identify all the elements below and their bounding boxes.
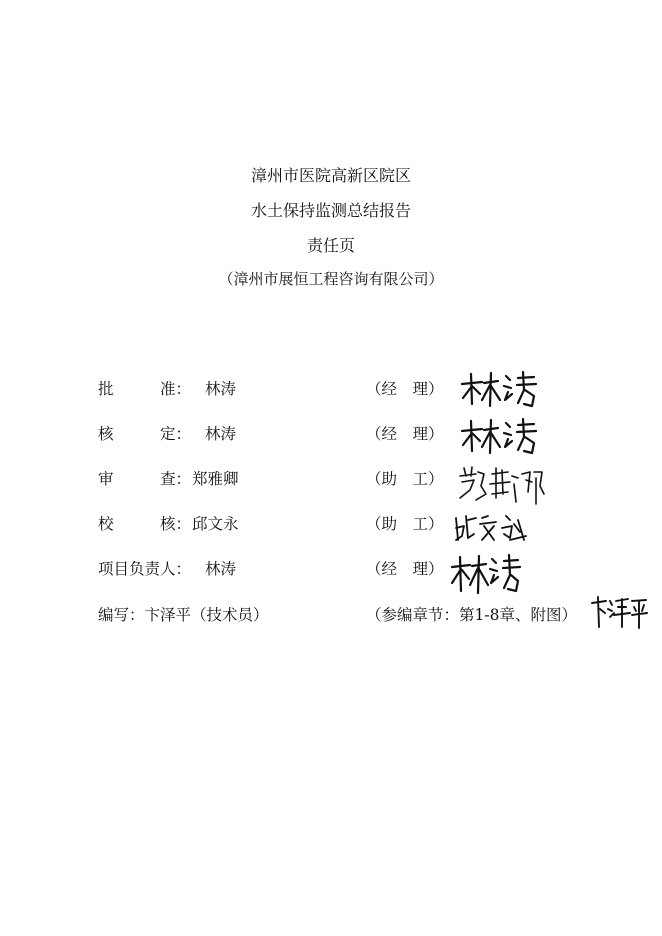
check-label: 校 核： xyxy=(98,515,192,533)
company-name: （漳州市展恒工程咨询有限公司） xyxy=(218,270,444,288)
project-title: 漳州市医院高新区院区 xyxy=(250,166,411,185)
project-leader-role: （经 理） xyxy=(366,560,444,578)
writer-row xyxy=(0,603,662,627)
signature-linrao-1 xyxy=(458,370,540,410)
writer-text: 编写：卞泽平（技术员） xyxy=(98,606,269,624)
verify-name: 林涛 xyxy=(205,425,237,443)
check-role: （助 工） xyxy=(366,515,444,533)
verify-row xyxy=(0,422,662,446)
approve-row xyxy=(0,377,662,401)
page-title: 责任页 xyxy=(306,236,355,255)
check-name: 邱文永 xyxy=(192,515,239,533)
signature-linrao-2 xyxy=(458,417,540,457)
writer-sections: （参编章节：第1-8章、附图） xyxy=(366,606,577,624)
approve-label: 批 准： xyxy=(98,380,192,398)
review-row xyxy=(0,467,662,491)
signature-zheng xyxy=(456,464,546,512)
verify-role: （经 理） xyxy=(366,425,444,443)
signature-linrao-3 xyxy=(448,553,524,597)
approve-role: （经 理） xyxy=(366,380,444,398)
check-row xyxy=(0,512,662,536)
project-leader-row xyxy=(0,557,662,581)
signature-qiu xyxy=(452,510,532,546)
report-title: 水土保持监测总结报告 xyxy=(250,201,411,220)
title-block xyxy=(0,166,662,289)
approve-name: 林涛 xyxy=(205,380,237,398)
verify-label: 核 定： xyxy=(98,425,192,443)
project-leader-name: 林涛 xyxy=(205,560,237,578)
project-leader-label: 项目负责人： xyxy=(98,560,192,578)
review-name: 郑雅卿 xyxy=(192,470,239,488)
signature-bian xyxy=(590,595,648,631)
review-role: （助 工） xyxy=(366,470,444,488)
review-label: 审 查： xyxy=(98,470,192,488)
